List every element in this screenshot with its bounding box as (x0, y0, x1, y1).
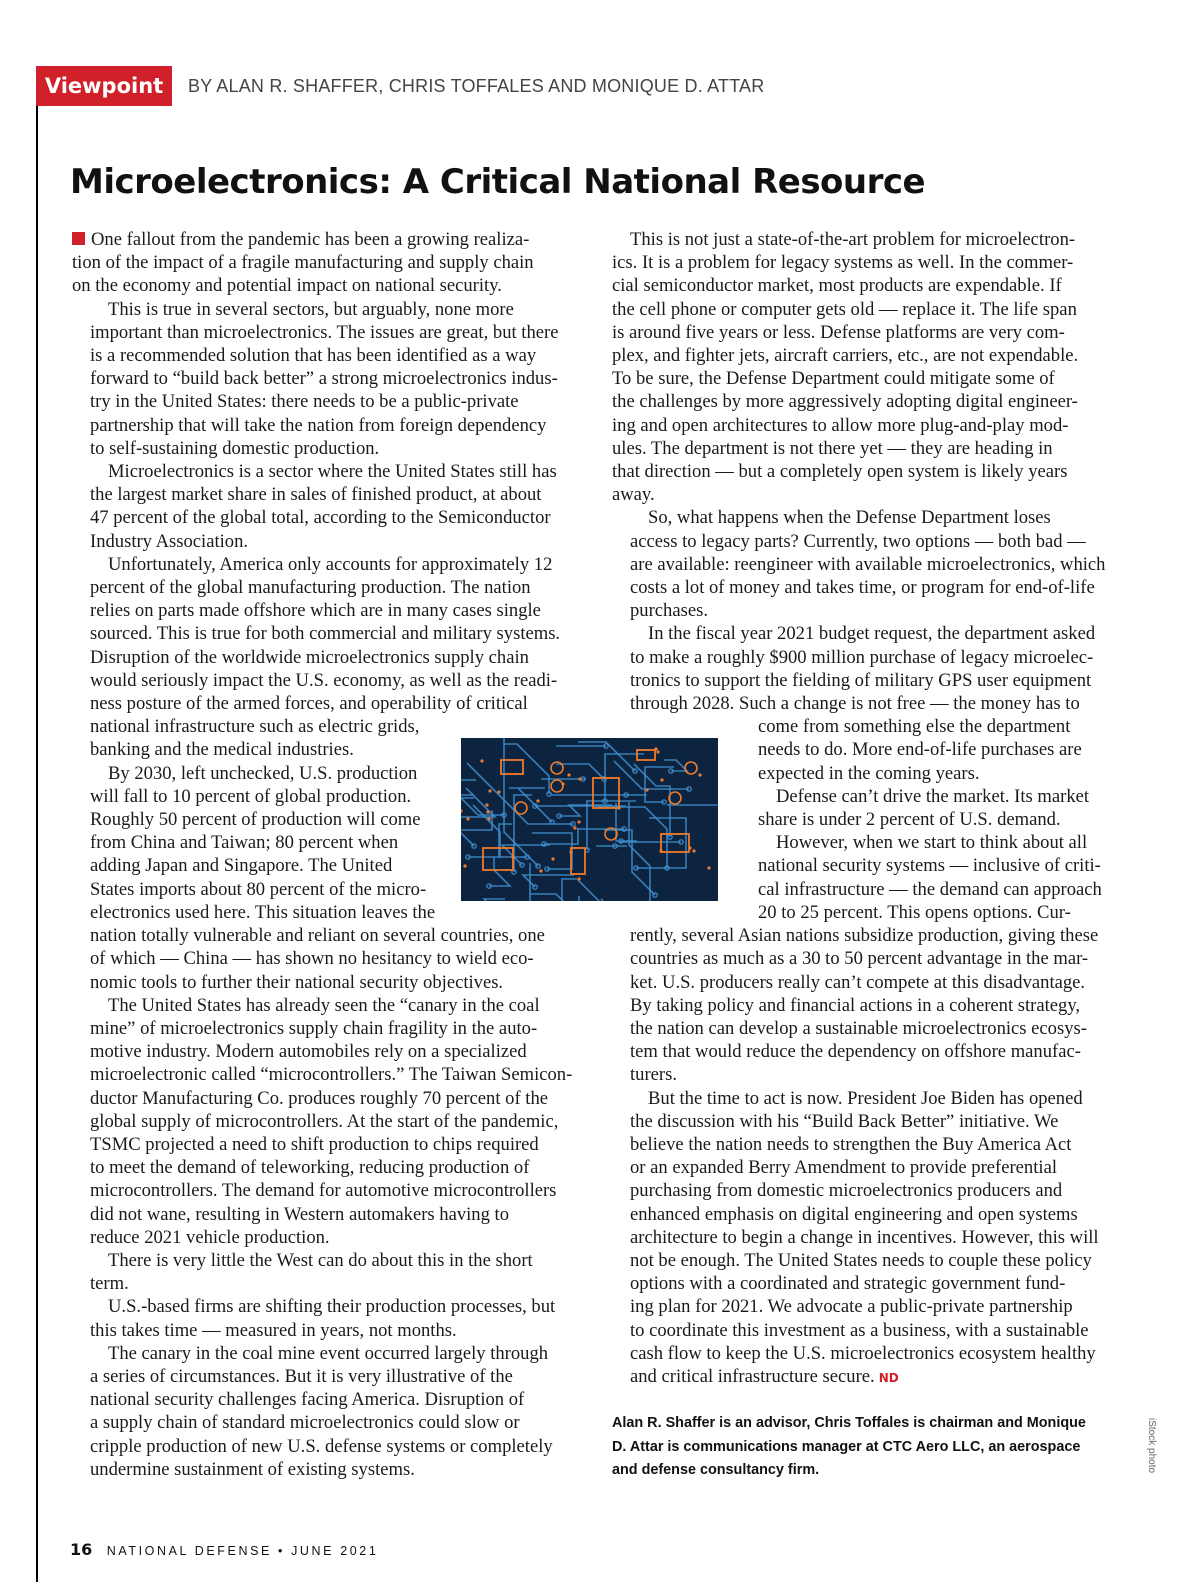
text-line: percent of the global manufacturing production. The nation (90, 577, 531, 599)
text-line: sourced. This is true for both commercial and military systems. (90, 623, 561, 645)
text-line: mine” of microelectronics supply chain fragility in the auto- (90, 1017, 538, 1039)
glowing-dot (578, 777, 581, 780)
text-line: to coordinate this investment as a business, with a sustainable (630, 1319, 1089, 1341)
glowing-dot (698, 773, 701, 776)
text-line: this takes time — measured in years, not months. (90, 1319, 457, 1341)
text-line: to meet the demand of teleworking, reducing production of (90, 1157, 530, 1179)
text-line: cial semiconductor market, most products are expendable. If (612, 275, 1062, 297)
glowing-dot (466, 817, 469, 820)
text-line: By taking policy and financial actions in a coherent strategy, (630, 994, 1081, 1016)
glowing-dot (511, 855, 514, 858)
paragraph (612, 1087, 1124, 1391)
text-line: expected in the coming years. (758, 762, 980, 784)
glowing-dot (561, 782, 564, 785)
lead-square-icon (72, 232, 85, 245)
left-margin-rule (36, 104, 38, 1582)
text-line: This is true in several sectors, but arguably, none more (108, 298, 514, 320)
text-line: share is under 2 percent of U.S. demand. (758, 809, 1061, 831)
text-line: away. (612, 484, 655, 506)
paragraph (72, 1249, 582, 1295)
glowing-dot (497, 790, 500, 793)
text-line: to make a roughly $900 million purchase of legacy microelec- (630, 646, 1094, 668)
text-line: global supply of microcontrollers. At the start of the pandemic, (90, 1110, 559, 1132)
text-line (72, 228, 582, 251)
text-line: ket. U.S. producers really can’t compete at this disadvantage. (630, 971, 1086, 993)
text-line: ics. It is a problem for legacy systems as well. In the commer- (612, 252, 1074, 274)
photo-credit: iStock photo (1146, 1418, 1157, 1474)
text-line: try in the United States: there needs to be a public-private (90, 391, 519, 413)
text-line: the challenges by more aggressively adopting digital engineer- (612, 391, 1078, 413)
text-line: ing and open architectures to allow more plug-and-play mod- (612, 414, 1069, 436)
publication-line: NATIONAL DEFENSE • JUNE 2021 (106, 1544, 379, 1558)
text-line: Microelectronics is a sector where the United States still has (108, 461, 557, 483)
text-line: ductor Manufacturing Co. produces roughly 70 percent of the (90, 1087, 548, 1109)
text-line: reduce 2021 vehicle production. (90, 1226, 330, 1248)
text-line: architecture to begin a change in incentives. However, this will (630, 1226, 1099, 1248)
text-line: partnership that will take the nation from foreign dependency (90, 414, 547, 436)
text-line: TSMC projected a need to shift production to chips required (90, 1133, 539, 1155)
text-line: the discussion with his “Build Back Better” initiative. We (630, 1110, 1059, 1132)
text-line: on the economy and potential impact on national security. (72, 275, 502, 297)
text-line: or an expanded Berry Amendment to provide preferential (630, 1157, 1057, 1179)
text-line: needs to do. More end-of-life purchases are (758, 739, 1082, 761)
text-line: come from something else the department (758, 716, 1071, 738)
text-line: The canary in the coal mine event occurred largely through (108, 1342, 549, 1364)
text-line: costs a lot of money and takes time, or program for end-of-life (630, 577, 1095, 599)
glowing-dot (645, 788, 648, 791)
text-line: enhanced emphasis on digital engineering and open systems (630, 1203, 1078, 1225)
paragraph (612, 228, 1124, 506)
paragraph (72, 298, 582, 460)
text-line: In the fiscal year 2021 budget request, the department asked (648, 623, 1096, 645)
text-line: Disruption of the worldwide microelectronics supply chain (90, 646, 529, 668)
text-line: would seriously impact the U.S. economy, as well as the readi- (90, 669, 558, 691)
text-line: So, what happens when the Defense Department loses (648, 507, 1051, 529)
text-line: purchases. (630, 600, 708, 622)
text-line: ness posture of the armed forces, and operability of critical (90, 693, 528, 715)
text-line: from China and Taiwan; 80 percent when (90, 832, 399, 854)
text-line: forward to “build back better” a strong microelectronics indus- (90, 368, 558, 390)
text-line: to self-sustaining domestic production. (90, 437, 380, 459)
glowing-dot (488, 789, 491, 792)
text-line: microcontrollers. The demand for automotive microcontrollers (90, 1180, 557, 1202)
text-line: undermine sustainment of existing systems. (90, 1458, 415, 1480)
text-line: There is very little the West can do about this in the short (108, 1249, 533, 1271)
circuit-board-image (461, 738, 718, 901)
page-footer (70, 1540, 378, 1560)
text-line: through 2028. Such a change is not free — the money has to (630, 693, 1080, 715)
end-mark: ND (878, 1370, 899, 1385)
text-line: By 2030, left unchecked, U.S. production (108, 762, 418, 784)
bio-line: Alan R. Shaffer is an advisor, Chris Toffales is chairman and Monique (612, 1415, 1086, 1431)
bio-line: D. Attar is communications manager at CTC Aero LLC, an aerospace (612, 1438, 1081, 1455)
text-line: turers. (630, 1064, 677, 1086)
glowing-dot (659, 849, 662, 852)
text-line: tronics to support the fielding of military GPS user equipment (630, 669, 1092, 691)
text-line: cal infrastructure — the demand can approach (758, 878, 1102, 900)
text-line: are available: reengineer with available microelectronics, which (630, 553, 1106, 575)
text-line: U.S.-based firms are shifting their production processes, but (108, 1296, 556, 1318)
text-line: will fall to 10 percent of global production. (90, 785, 412, 807)
text-line: ules. The department is not there yet — they are heading in (612, 437, 1053, 459)
text-line: the largest market share in sales of finished product, at about (90, 484, 542, 506)
text-line: But the time to act is now. President Joe Biden has opened (648, 1087, 1083, 1109)
text-line: Unfortunately, America only accounts for approximately 12 (108, 553, 553, 575)
text-line: important than microelectronics. The issues are great, but there (90, 321, 559, 343)
text-line: To be sure, the Defense Department could mitigate some of (612, 368, 1055, 390)
text-line: a series of circumstances. But it is very illustrative of the (90, 1365, 513, 1387)
text-line: plex, and fighter jets, aircraft carriers, etc., are not expendable. (612, 345, 1079, 367)
text-line: the cell phone or computer gets old — replace it. The life span (612, 298, 1077, 320)
paragraph (612, 506, 1124, 622)
paragraph (72, 1295, 582, 1341)
text-line: believe the nation needs to strengthen the Buy America Act (630, 1133, 1072, 1155)
glowing-dot (551, 857, 554, 860)
glowing-dot (487, 817, 490, 820)
text-line: national security challenges facing America. Disruption of (90, 1389, 525, 1411)
glowing-dot (577, 820, 580, 823)
article-title: Microelectronics: A Critical National Resource (70, 162, 926, 202)
byline: BY ALAN R. SHAFFER, CHRIS TOFFALES AND MONIQUE D. ATTAR (188, 76, 765, 96)
circuit-board-photo (461, 738, 718, 901)
glowing-dot (573, 826, 576, 829)
text-line: nomic tools to further their national security objectives. (90, 971, 504, 993)
text-line: countries as much as a 30 to 50 percent advantage in the mar- (630, 948, 1089, 970)
text-line: microelectronic called “microcontrollers.” The Taiwan Semicon- (90, 1064, 573, 1086)
text-line: rently, several Asian nations subsidize production, giving these (630, 925, 1099, 947)
text-line: Industry Association. (90, 530, 249, 552)
text-line: and critical infrastructure secure. ND (630, 1365, 899, 1387)
text-line: 47 percent of the global total, according to the Semiconductor (90, 507, 551, 529)
paragraph (72, 1342, 582, 1481)
glowing-dot (692, 849, 695, 852)
paragraph (72, 228, 582, 298)
glowing-dot (486, 810, 489, 813)
text-line: term. (90, 1273, 129, 1295)
bio-line: and defense consultancy firm. (612, 1462, 820, 1478)
glowing-dot (569, 850, 572, 853)
text-line: did not wane, resulting in Western automakers having to (90, 1203, 510, 1225)
text-line: The United States has already seen the “canary in the coal (108, 994, 540, 1016)
paragraph (72, 994, 582, 1249)
glowing-dot (480, 759, 483, 762)
section-tag: Viewpoint (36, 66, 172, 106)
text-line: relies on parts made offshore which are in many cases single (90, 600, 541, 622)
glowing-dot (660, 778, 663, 781)
text-line: adding Japan and Singapore. The United (90, 855, 393, 877)
paragraph (72, 460, 582, 553)
text-line: tem that would reduce the dependency on offshore manufac- (630, 1041, 1081, 1063)
text-line: national infrastructure such as electric grids, (90, 716, 420, 738)
glowing-dot (617, 806, 620, 809)
text-line: national security systems — inclusive of criti- (758, 855, 1101, 877)
glowing-dot (688, 846, 691, 849)
text-line: cripple production of new U.S. defense systems or completely (90, 1435, 553, 1457)
glowing-dot (577, 877, 580, 880)
text-line: is a recommended solution that has been identified as a way (90, 345, 537, 367)
glowing-dot (707, 866, 710, 869)
text-line: access to legacy parts? Currently, two options — both bad — (630, 530, 1086, 552)
text-line: Roughly 50 percent of production will come (90, 809, 421, 831)
text-line: options with a coordinated and strategic government fund- (630, 1273, 1066, 1295)
glowing-dot (485, 803, 488, 806)
page-number: 16 (70, 1540, 93, 1559)
text-line: a supply chain of standard microelectronics could slow or (90, 1412, 520, 1434)
glowing-dot (536, 799, 539, 802)
text-line: electronics used here. This situation leaves the (90, 901, 436, 923)
text-line: not be enough. The United States needs to couple these policy (630, 1249, 1092, 1271)
text-line: purchasing from domestic microelectronics producers and (630, 1180, 1063, 1202)
text-line: nation totally vulnerable and reliant on several countries, one (90, 925, 545, 947)
text-line: This is not just a state-of-the-art problem for microelectron- (630, 229, 1076, 250)
glowing-dot (539, 869, 542, 872)
text-line: Defense can’t drive the market. Its market (776, 785, 1090, 807)
text-line: tion of the impact of a fragile manufacturing and supply chain (72, 252, 534, 274)
text-line: States imports about 80 percent of the micro- (90, 878, 427, 900)
text-line: motive industry. Modern automobiles rely on a specialized (90, 1041, 527, 1063)
glowing-dot (654, 747, 657, 750)
lead-text: One fallout from the pandemic has been a growing realiza- (91, 229, 530, 250)
glowing-dot (463, 864, 466, 867)
text-line: is around five years or less. Defense platforms are very com- (612, 321, 1065, 343)
author-bio (612, 1412, 1122, 1483)
text-line: banking and the medical industries. (90, 739, 354, 761)
text-line: that direction — but a completely open system is likely years (612, 461, 1068, 483)
text-line: cash flow to keep the U.S. microelectronics ecosystem healthy (630, 1342, 1096, 1364)
paragraph (72, 553, 582, 762)
glowing-dot (567, 773, 570, 776)
text-line: 20 to 25 percent. This opens options. Cur- (758, 901, 1071, 923)
text-line: However, when we start to think about all (776, 832, 1088, 854)
text-line: the nation can develop a sustainable microelectronics ecosys- (630, 1017, 1087, 1039)
glowing-dot (656, 750, 659, 753)
text-line: ing plan for 2021. We advocate a public-private partnership (630, 1296, 1073, 1318)
text-line: of which — China — has shown no hesitancy to wield eco- (90, 948, 534, 970)
